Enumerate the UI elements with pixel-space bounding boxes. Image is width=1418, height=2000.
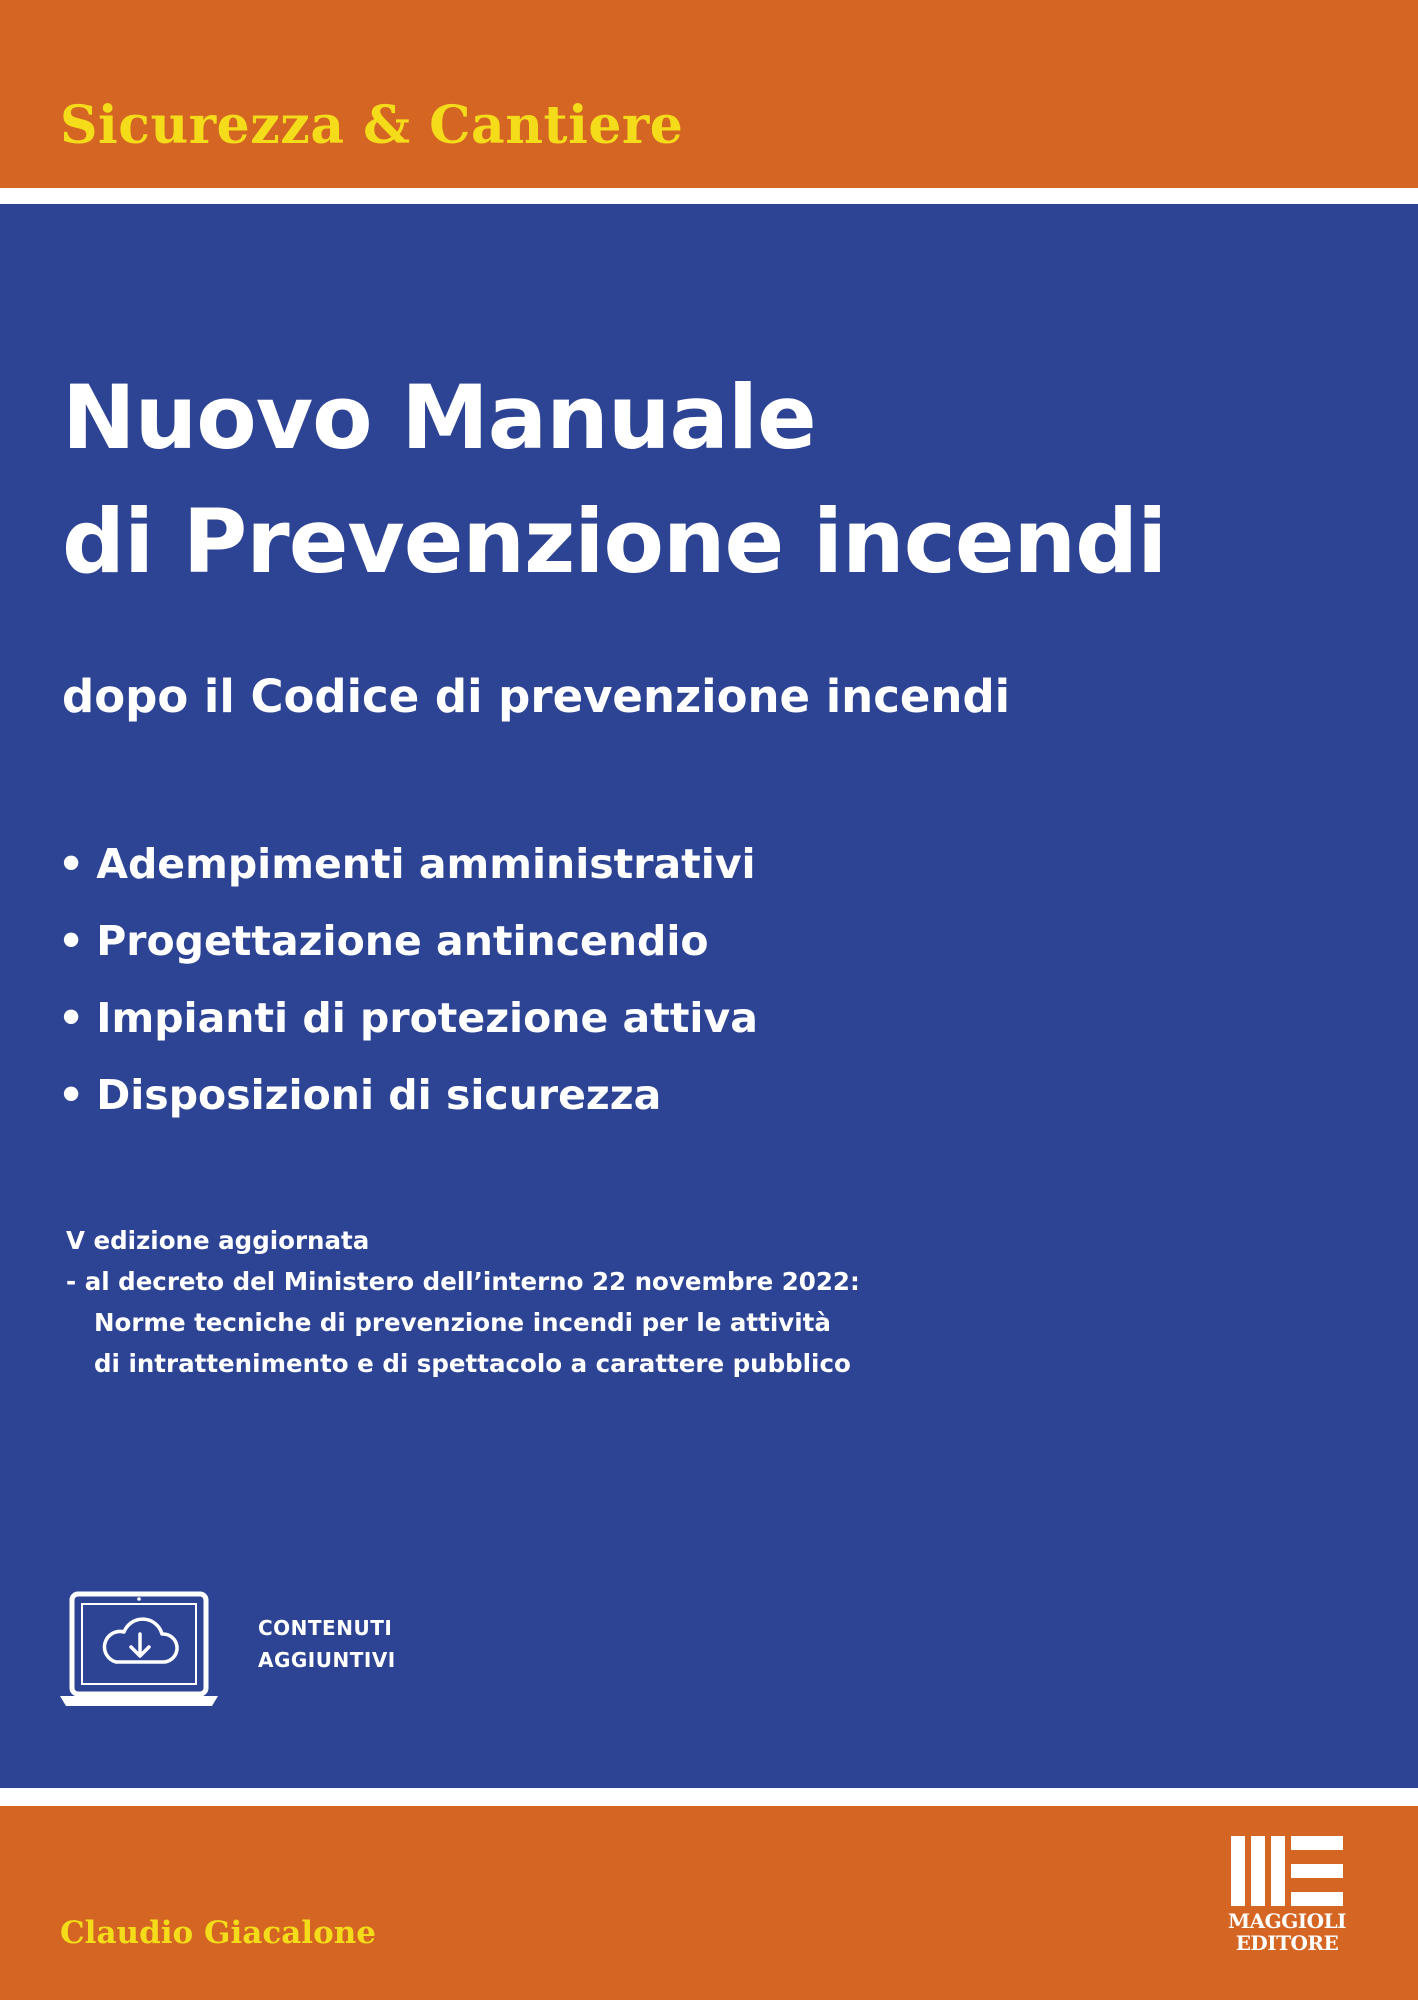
edition-line: V edizione aggiornata [66, 1226, 370, 1255]
topic-label: Adempimenti amministrativi [96, 840, 756, 888]
top-divider [0, 188, 1418, 204]
bullet-icon: • [58, 917, 85, 965]
publisher-name-line: EDITORE [1235, 1931, 1339, 1955]
publisher-name-line: MAGGIOLI [1227, 1909, 1346, 1933]
topic-label: Disposizioni di sicurezza [96, 1071, 662, 1119]
edition-line: - al decreto del Ministero dell’interno 22 novembre 2022: [66, 1267, 860, 1296]
topic-label: Progettazione antincendio [96, 917, 709, 965]
topic-item [58, 1057, 758, 1134]
laptop-cloud-download-icon [58, 1590, 220, 1712]
edition-line: di intrattenimento e di spettacolo a carattere pubblico [94, 1349, 851, 1378]
extra-content-line: CONTENUTI [258, 1616, 393, 1640]
book-subtitle: dopo il Codice di prevenzione incendi [62, 670, 1011, 723]
topic-item [58, 980, 758, 1057]
topic-item [58, 903, 758, 980]
edition-note [66, 1220, 860, 1384]
publisher-name [1212, 1910, 1362, 1954]
book-title-line-2: di Prevenzione incendi [62, 490, 1167, 593]
bullet-icon: • [58, 994, 85, 1042]
edition-line: Norme tecniche di prevenzione incendi per le attività [94, 1308, 831, 1337]
top-band [0, 0, 1418, 188]
author-name: Claudio Giacalone [60, 1915, 377, 1951]
bullet-icon: • [58, 1071, 85, 1119]
publisher-logo-mark-icon [1231, 1836, 1343, 1906]
topic-item [58, 826, 758, 903]
bottom-divider [0, 1788, 1418, 1806]
topic-label: Impianti di protezione attiva [96, 994, 758, 1042]
publisher-logo [1212, 1836, 1362, 1976]
book-title [62, 356, 1166, 604]
series-title: Sicurezza & Cantiere [60, 95, 684, 156]
book-title-line-1: Nuovo Manuale [62, 366, 816, 469]
bottom-band [0, 1806, 1418, 2000]
topics-list [58, 826, 758, 1134]
extra-content-line: AGGIUNTIVI [258, 1648, 396, 1672]
bullet-icon: • [58, 840, 85, 888]
extra-content-label [258, 1612, 396, 1676]
